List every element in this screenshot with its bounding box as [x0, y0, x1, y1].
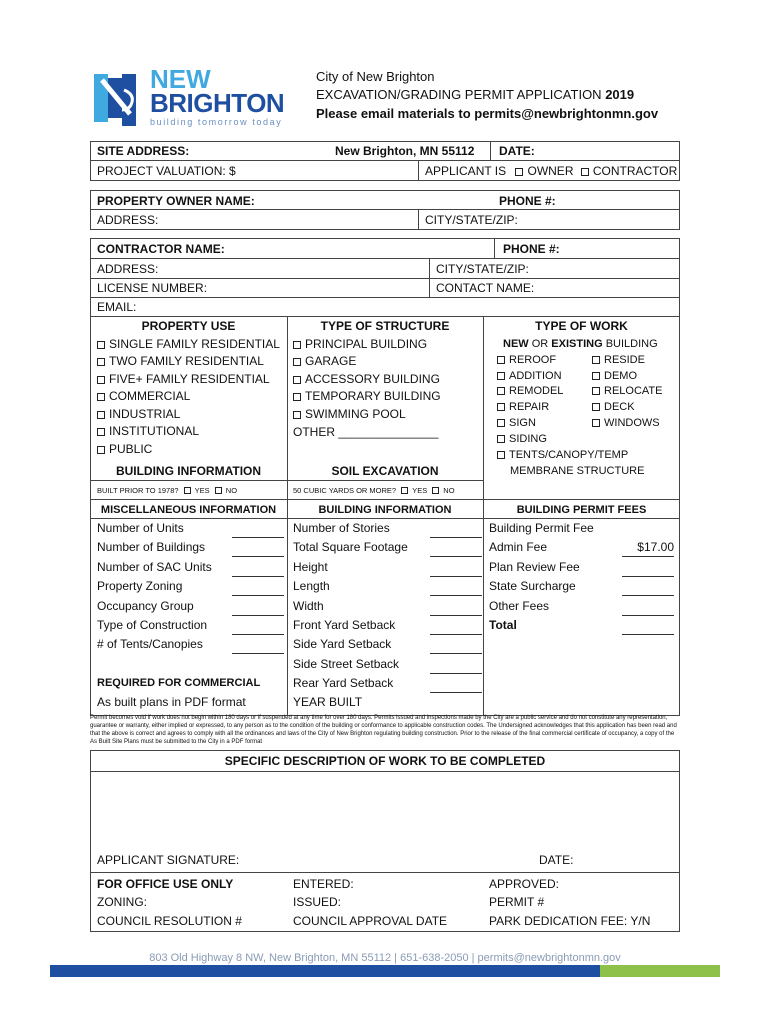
contractor-label: CONTRACTOR [592, 164, 678, 178]
soil-title: SOIL EXCAVATION [331, 464, 439, 478]
misc-input-line[interactable] [232, 537, 284, 538]
work-item[interactable]: SIGN [497, 416, 536, 430]
work-item[interactable]: REROOF [497, 353, 556, 367]
bldg-item: Number of Stories [293, 521, 390, 535]
fee-input-line[interactable] [622, 615, 674, 616]
work-item[interactable]: RESIDE [592, 353, 645, 367]
owner-phone-label: PHONE #: [499, 194, 556, 208]
building-info-title: BUILDING INFORMATION [115, 464, 262, 478]
bldg-input-line[interactable] [430, 576, 482, 577]
work-item[interactable]: TENTS/CANOPY/TEMP [497, 448, 628, 462]
bldg-input-line[interactable] [430, 692, 482, 693]
structure-title: TYPE OF STRUCTURE [320, 319, 450, 333]
site-date-label: DATE: [499, 144, 535, 158]
misc-input-line[interactable] [232, 576, 284, 577]
misc-title: MISCELLANEOUS INFORMATION [100, 504, 277, 516]
structure-item[interactable]: ACCESSORY BUILDING [293, 372, 440, 386]
misc-item: Property Zoning [97, 579, 183, 593]
built-yes-checkbox[interactable] [184, 487, 191, 494]
fee-input-line[interactable] [622, 556, 674, 557]
footer-bar-green [600, 965, 720, 977]
fee-input-line[interactable] [622, 634, 674, 635]
owner-label: OWNER [527, 164, 574, 178]
bldg-item: Length [293, 579, 330, 593]
bldg-item: Side Yard Setback [293, 637, 392, 651]
header-year: 2019 [605, 87, 635, 102]
fee-input-line[interactable] [622, 576, 674, 577]
fee-total: Total [489, 618, 517, 632]
property-use-item[interactable]: PUBLIC [97, 442, 152, 456]
contractor-csz-label: CITY/STATE/ZIP: [436, 262, 529, 276]
contractor-address-label: ADDRESS: [97, 262, 159, 276]
bldg-item: Rear Yard Setback [293, 676, 394, 690]
header-email-instruction: Please email materials to permits@newbrightonmn.gov [316, 106, 659, 121]
applicant-is-label: APPLICANT IS [425, 164, 507, 178]
misc-input-line[interactable] [232, 556, 284, 557]
bldg-input-line[interactable] [430, 537, 482, 538]
work-item[interactable]: WINDOWS [592, 416, 660, 430]
bldg-item: YEAR BUILT [293, 695, 363, 709]
structure-item[interactable]: TEMPORARY BUILDING [293, 389, 441, 403]
site-city: New Brighton, MN 55112 [335, 144, 475, 158]
email-label: EMAIL: [97, 300, 137, 314]
misc-input-line[interactable] [232, 653, 284, 654]
project-valuation-label: PROJECT VALUATION: $ [97, 164, 236, 178]
logo-word-brighton: BRIGHTON [150, 88, 285, 118]
property-use-title: PROPERTY USE [141, 319, 236, 333]
office-council-resolution: COUNCIL RESOLUTION # [97, 914, 242, 928]
fee-input-line[interactable] [622, 595, 674, 596]
bldg-item: Height [293, 560, 328, 574]
applicant-is [425, 164, 677, 178]
owner-checkbox[interactable] [515, 168, 523, 176]
logo-word-new: NEW [150, 64, 211, 94]
owner-name-label: PROPERTY OWNER NAME: [97, 194, 255, 208]
fine-print: Permit becomes void if work does not begin within 180 days or if suspended at any time for over 180 days. Permits issued and inspections made by the City are a public service and do not constitute any representation, guarantee or warranty, either implied or expressed, to any person as to the condition of the building or conformance to applicable construction codes. The Undersigned acknowledges that this application has been read and that the above is correct and agrees to comply with all the ordinances and laws of the City of New Brighton regulating building construction. Prior to the release of the final commercial certificate of occupancy, a copy of the As Built Site Plans must be submitted to the City in a PDF format [90, 715, 677, 745]
office-council-approval: COUNCIL APPROVAL DATE [293, 914, 448, 928]
new-existing [503, 337, 658, 351]
misc-item: Number of Units [97, 521, 184, 535]
office-zoning: ZONING: [97, 895, 147, 909]
misc-item: Number of Buildings [97, 540, 206, 554]
soil-no-checkbox[interactable] [432, 487, 439, 494]
bldg-title: BUILDING INFORMATION [318, 504, 452, 516]
bldg-input-line[interactable] [430, 653, 482, 654]
or-label: OR [531, 338, 549, 350]
misc-input-line[interactable] [232, 634, 284, 635]
logo-mark-icon [90, 70, 146, 130]
fee-item: Building Permit Fee [489, 521, 594, 535]
existing-label: EXISTING [551, 338, 603, 350]
contractor-name-label: CONTRACTOR NAME: [97, 242, 225, 256]
misc-item: Type of Construction [97, 618, 208, 632]
bldg-input-line[interactable] [430, 595, 482, 596]
license-number-label: LICENSE NUMBER: [97, 281, 208, 295]
contractor-phone-label: PHONE #: [503, 242, 560, 256]
bldg-item: Total Square Footage [293, 540, 408, 554]
fee-item: Other Fees [489, 599, 550, 613]
structure-item[interactable]: SWIMMING POOL [293, 407, 406, 421]
structure-item[interactable]: GARAGE [293, 354, 356, 368]
misc-input-line[interactable] [232, 595, 284, 596]
work-membrane: MEMBRANE STRUCTURE [510, 465, 645, 477]
work-item[interactable]: SIDING [497, 432, 547, 446]
city-logo [90, 64, 300, 130]
property-use-item[interactable]: INDUSTRIAL [97, 407, 180, 421]
signature-date-label: DATE: [539, 853, 574, 867]
header-title-text: EXCAVATION/GRADING PERMIT APPLICATION [316, 87, 602, 102]
logo-tagline: building tomorrow today [150, 117, 283, 127]
bldg-item: Front Yard Setback [293, 618, 396, 632]
bldg-input-line[interactable] [430, 634, 482, 635]
office-entered: ENTERED: [293, 877, 354, 891]
office-title: FOR OFFICE USE ONLY [97, 877, 234, 891]
office-park-fee: PARK DEDICATION FEE: Y/N [489, 914, 651, 928]
work-item[interactable]: REMODEL [497, 384, 563, 398]
property-use-item[interactable]: INSTITUTIONAL [97, 424, 199, 438]
new-label: NEW [503, 338, 529, 350]
header-city: City of New Brighton [316, 69, 435, 84]
fee-item: State Surcharge [489, 579, 576, 593]
property-use-item[interactable]: SINGLE FAMILY RESIDENTIAL [97, 337, 280, 351]
structure-other[interactable]: OTHER _______________ [293, 425, 439, 439]
office-issued: ISSUED: [293, 895, 342, 909]
office-permit: PERMIT # [489, 895, 545, 909]
contact-name-label: CONTACT NAME: [436, 281, 535, 295]
property-use-item[interactable]: FIVE+ FAMILY RESIDENTIAL [97, 372, 270, 386]
misc-input-line[interactable] [232, 615, 284, 616]
work-item[interactable]: REPAIR [497, 400, 549, 414]
misc-item: Occupancy Group [97, 599, 194, 613]
work-item[interactable]: RELOCATE [592, 384, 662, 398]
fee-item: Plan Review Fee [489, 560, 580, 574]
header-title [316, 87, 634, 102]
required-commercial: REQUIRED FOR COMMERCIAL [97, 677, 261, 689]
office-approved: APPROVED: [489, 877, 560, 891]
footer-bar-blue [50, 965, 600, 977]
owner-csz-label: CITY/STATE/ZIP: [425, 213, 518, 227]
work-title: TYPE OF WORK [535, 319, 628, 333]
property-use-item[interactable]: TWO FAMILY RESIDENTIAL [97, 354, 264, 368]
work-item[interactable]: DECK [592, 400, 635, 414]
footer-contact: 803 Old Highway 8 NW, New Brighton, MN 55112 | 651-638-2050 | permits@newbrightonmn.gov [149, 952, 621, 964]
built-prior-question: BUILT PRIOR TO 1978? YES NO [97, 486, 238, 495]
bldg-input-line[interactable] [430, 556, 482, 557]
soil-yes-checkbox[interactable] [401, 487, 408, 494]
misc-item: # of Tents/Canopies [97, 637, 203, 651]
description-title: SPECIFIC DESCRIPTION OF WORK TO BE COMPLETED [224, 754, 546, 768]
contractor-checkbox[interactable] [581, 168, 589, 176]
bldg-item: Side Street Setback [293, 657, 400, 671]
work-item[interactable]: DEMO [592, 369, 637, 383]
structure-item[interactable]: PRINCIPAL BUILDING [293, 337, 427, 351]
fees-title: BUILDING PERMIT FEES [516, 504, 647, 516]
description-field[interactable] [91, 772, 679, 844]
misc-item: Number of SAC Units [97, 560, 212, 574]
fee-item: Admin Fee [489, 540, 548, 554]
work-item[interactable]: ADDITION [497, 369, 562, 383]
admin-fee-value: $17.00 [637, 540, 674, 554]
bldg-item: Width [293, 599, 324, 613]
owner-address-label: ADDRESS: [97, 213, 159, 227]
asbuilt-note: As built plans in PDF format [97, 695, 246, 709]
site-address-label: SITE ADDRESS: [97, 144, 190, 158]
bldg-input-line[interactable] [430, 615, 482, 616]
property-use-item[interactable]: COMMERCIAL [97, 389, 190, 403]
applicant-signature-label: APPLICANT SIGNATURE: [97, 853, 240, 867]
bldg-input-line[interactable] [430, 673, 482, 674]
soil-question: 50 CUBIC YARDS OR MORE? YES NO [293, 486, 455, 495]
building-label: BUILDING [605, 338, 658, 350]
built-no-checkbox[interactable] [215, 487, 222, 494]
